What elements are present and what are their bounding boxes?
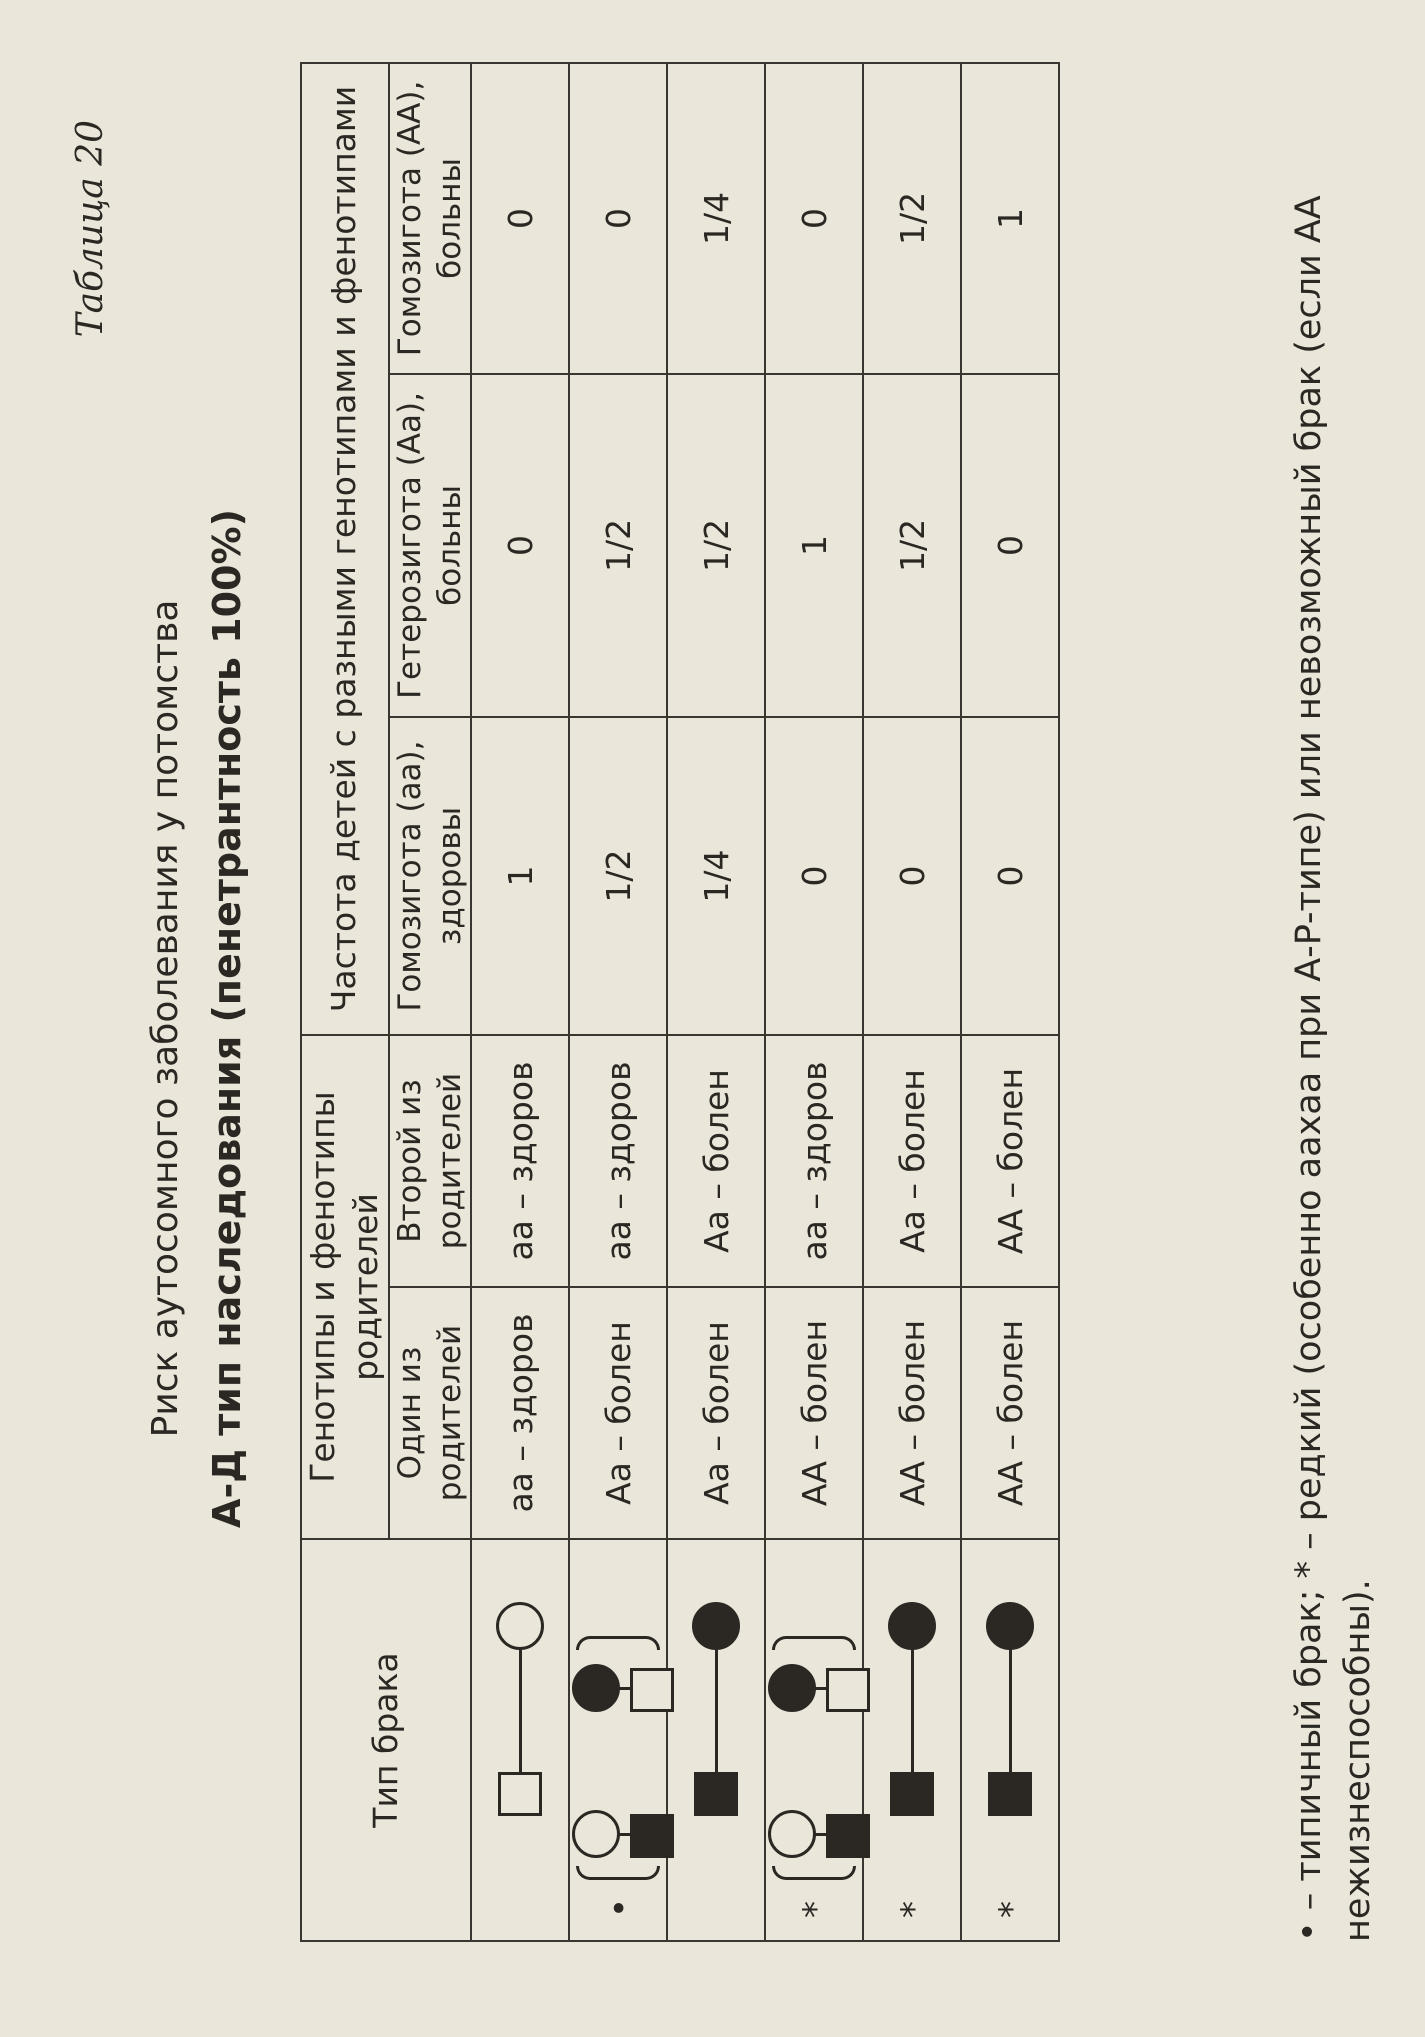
parent-two-cell: аа – здоров xyxy=(471,1035,569,1287)
pedigree-diagram xyxy=(864,1540,960,1940)
homo-aa-cell: 1 xyxy=(471,717,569,1035)
header-homo-AA: Гомозигота (АА), больны xyxy=(389,63,472,374)
header-children-group: Частота детей с разными генотипами и фенотипами xyxy=(301,63,389,1035)
pedigree-cell xyxy=(961,1539,1059,1941)
male-affected-icon xyxy=(694,1772,738,1816)
homo-AA-cell: 0 xyxy=(765,63,863,374)
right-brace xyxy=(576,1636,660,1650)
homo-aa-cell: 0 xyxy=(863,717,961,1035)
homo-AA-cell: 1/4 xyxy=(667,63,765,374)
parent-two-cell: аа – здоров xyxy=(765,1035,863,1287)
hetero-Aa-cell: 0 xyxy=(471,374,569,717)
table-row xyxy=(961,63,1059,1941)
header-row-1 xyxy=(301,63,389,1941)
pedigree-cell xyxy=(569,1539,667,1941)
marriage-mark: * xyxy=(992,1901,1033,1918)
left-brace xyxy=(772,1866,856,1880)
table-row xyxy=(765,63,863,1941)
pedigree-diagram xyxy=(668,1540,764,1940)
parent-two-cell: Аа – болен xyxy=(863,1035,961,1287)
female-affected-icon xyxy=(888,1602,936,1650)
parent-one-cell: АА – болен xyxy=(863,1287,961,1539)
homo-AA-cell: 0 xyxy=(569,63,667,374)
parent-one-cell: аа – здоров xyxy=(471,1287,569,1539)
pedigree-cell xyxy=(667,1539,765,1941)
parent-one-cell: АА – болен xyxy=(961,1287,1059,1539)
header-parents-group: Генотипы и фенотипы родителей xyxy=(301,1035,389,1539)
female-affected-icon xyxy=(692,1602,740,1650)
table-title-line-2: А-Д тип наследования (пенетрантность 100%) xyxy=(205,509,249,1528)
parent-one-cell: Аа – болен xyxy=(569,1287,667,1539)
footnote: • – типичный брак; * – редкий (особенно аахаа при А-Р-типе) или невозможный брак (если АА нежизнеспособны). xyxy=(1289,195,1378,1942)
marriage-mark: • xyxy=(600,1897,641,1918)
header-marriage-type: Тип брака xyxy=(301,1539,471,1941)
female-healthy-icon xyxy=(496,1602,544,1650)
right-brace xyxy=(772,1636,856,1650)
homo-aa-cell: 1/4 xyxy=(667,717,765,1035)
pedigree-cell xyxy=(863,1539,961,1941)
marriage-mark: * xyxy=(796,1901,837,1918)
homo-aa-cell: 1/2 xyxy=(569,717,667,1035)
table-title-line-1: Риск аутосомного заболевания у потомства xyxy=(145,599,186,1438)
marriage-line xyxy=(911,1634,914,1794)
table-row xyxy=(667,63,765,1941)
pedigree-diagram xyxy=(472,1540,568,1940)
homo-aa-cell: 0 xyxy=(961,717,1059,1035)
female-healthy-icon xyxy=(572,1810,620,1858)
hetero-Aa-cell: 0 xyxy=(961,374,1059,717)
parent-one-cell: Аа – болен xyxy=(667,1287,765,1539)
pedigree-diagram xyxy=(766,1540,862,1940)
table-row xyxy=(471,63,569,1941)
marriage-line xyxy=(715,1634,718,1794)
female-affected-icon xyxy=(768,1664,816,1712)
pedigree-cell xyxy=(765,1539,863,1941)
marriage-line xyxy=(1009,1634,1012,1794)
parent-two-cell: аа – здоров xyxy=(569,1035,667,1287)
male-affected-icon xyxy=(890,1772,934,1816)
male-healthy-icon xyxy=(498,1772,542,1816)
table-number: Таблица 20 xyxy=(70,120,111,338)
table-row xyxy=(569,63,667,1941)
female-affected-icon xyxy=(572,1664,620,1712)
homo-AA-cell: 0 xyxy=(471,63,569,374)
header-parent-two: Второй из родителей xyxy=(389,1035,472,1287)
marriage-mark: * xyxy=(894,1901,935,1918)
pedigree-diagram xyxy=(962,1540,1058,1940)
table-row xyxy=(863,63,961,1941)
hetero-Aa-cell: 1/2 xyxy=(667,374,765,717)
hetero-Aa-cell: 1 xyxy=(765,374,863,717)
male-affected-icon xyxy=(988,1772,1032,1816)
hetero-Aa-cell: 1/2 xyxy=(863,374,961,717)
homo-aa-cell: 0 xyxy=(765,717,863,1035)
header-hetero-Aa: Гетерозигота (Аа), больны xyxy=(389,374,472,717)
header-parent-one: Один из родителей xyxy=(389,1287,472,1539)
parent-one-cell: АА – болен xyxy=(765,1287,863,1539)
female-affected-icon xyxy=(986,1602,1034,1650)
marriage-line xyxy=(519,1634,522,1794)
homo-AA-cell: 1/2 xyxy=(863,63,961,374)
header-homo-aa: Гомозигота (аа), здоровы xyxy=(389,717,472,1035)
parent-two-cell: Аа – болен xyxy=(667,1035,765,1287)
pedigree-diagram xyxy=(570,1540,666,1940)
parent-two-cell: АА – болен xyxy=(961,1035,1059,1287)
left-brace xyxy=(576,1866,660,1880)
female-healthy-icon xyxy=(768,1810,816,1858)
homo-AA-cell: 1 xyxy=(961,63,1059,374)
inheritance-risk-table xyxy=(300,62,1060,1942)
hetero-Aa-cell: 1/2 xyxy=(569,374,667,717)
pedigree-cell xyxy=(471,1539,569,1941)
